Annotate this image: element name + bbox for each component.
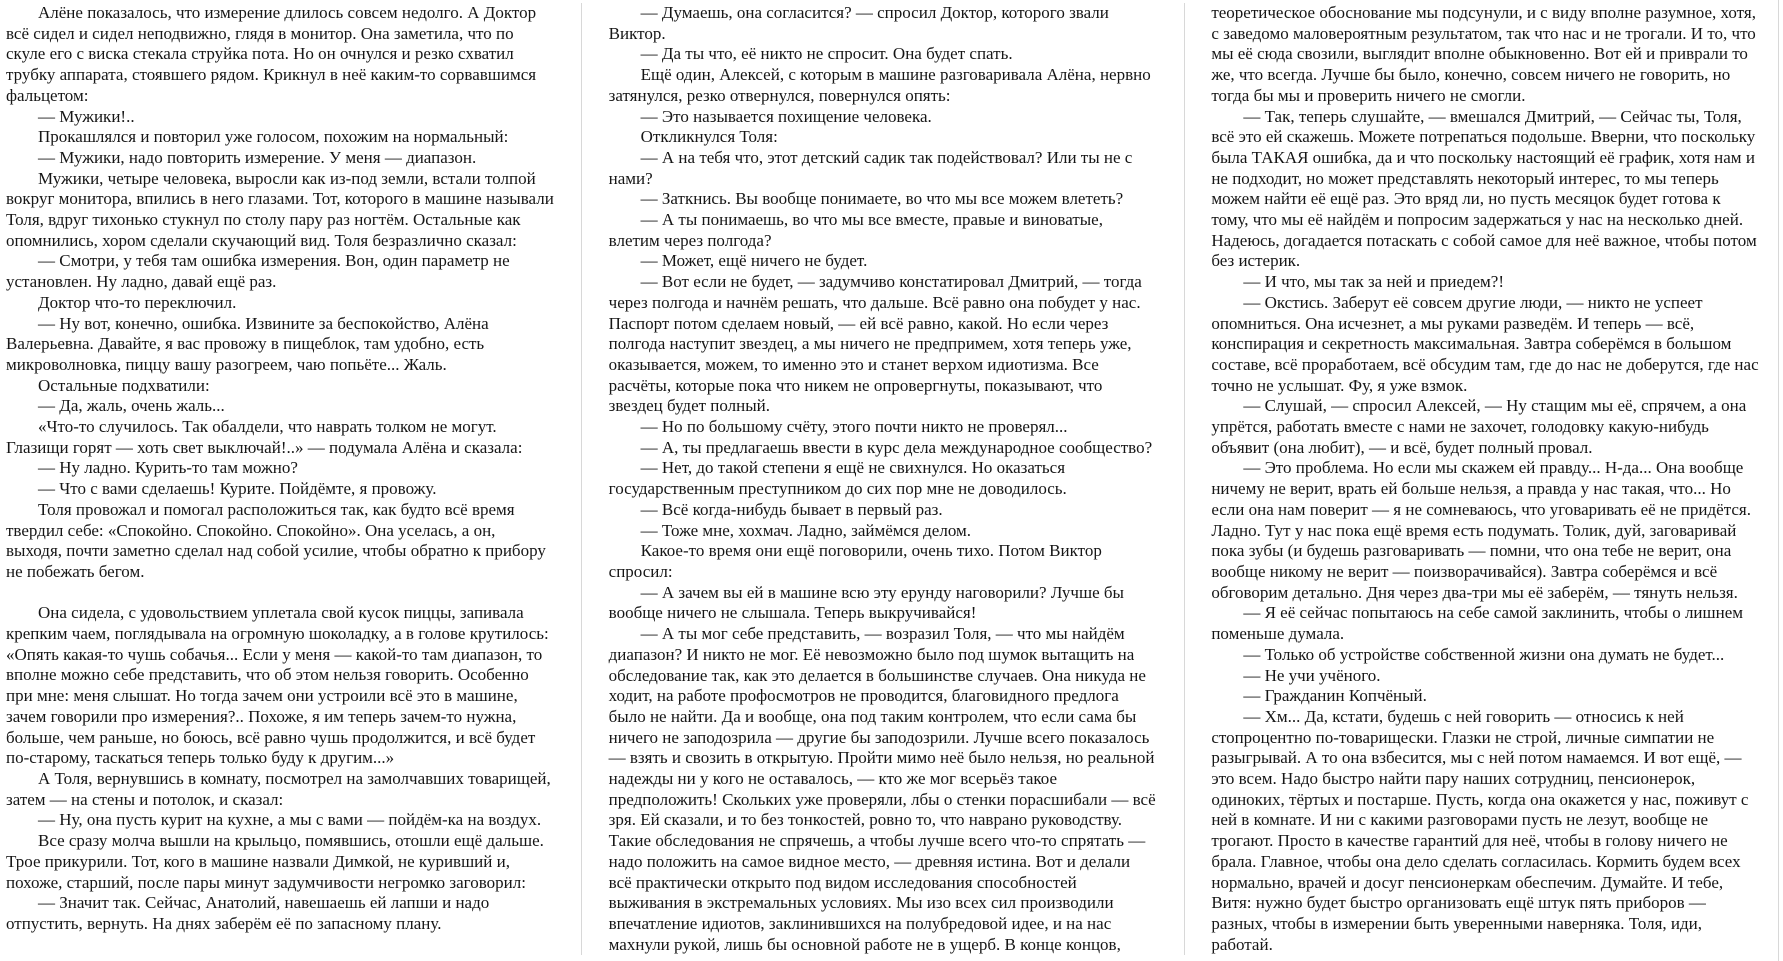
paragraph: — Что с вами сделаешь! Курите. Пойдёмте, я провожу. — [38, 479, 437, 499]
paragraph: Она сидела, с удовольствием уплетала свой кусок пиццы, запивала крепким чаем, поглядывала на огромную шоколадку, а в голове крутилось: «Опять какая-то чушь собачья... Если у меня — какой-то там диапазон, то вполне можно себе представить, что об этом нельзя говорить. Особенно при мне: меня слышат. Но тогда зачем они устроили всё это в машине, зачем говорили про измерения?.. Похоже, я им теперь зачем-то нужна, больше, чем раньше, но боюсь, всё равно чушь продолжится, и всё будет по-старому, таскаться теперь только буду к другим...» — [6, 603, 549, 768]
paragraph: — Не учи учёного. — [1243, 665, 1381, 685]
paragraph: — Всё когда-нибудь бывает в первый раз. — [640, 499, 943, 519]
paragraph: — Вот если не будет, — задумчиво констатировал Дмитрий, — тогда через полгода и начнём решать, что дальше. Всё равно она побудет у нас. Паспорт потом сделаем новый, — ей всё равно, какой. Но если через полгода наступит звездец, а мы ничего не предпримем, хотя теперь уже, оказывается, можем, то именно это и станет верхом идиотизма. Все расчёты, которые пока что никем не опровергнуты, показывают, что звездец будет полный. — [608, 272, 1142, 416]
paragraph: — Мужики, надо повторить измерение. У меня — диапазон. — [38, 147, 477, 167]
paragraph: — А ты мог себе представить, — возразил Толя, — что мы найдём диапазон? И никто не мог. Её невозможно было под шумок вытащить на обследование так, как это делается в большинстве случаев. Она никуда не ходит, на работе профосмотров не проводится, благовидного предлога было не найти. Да и вообще, она под таким контролем, что если сама бы ничего не заподозрила — другие бы заподозрили. Лучше всего показалось — взять и свозить в открытую. Пройти мимо неё было нельзя, но реальной надежды ни у кого не оставалось, — кто же мог всерьёз такое предположить! Скольких уже проверяли, лбы о стенки порасшибали — всё зря. Ей сказали, и то без тонкостей, ровно то, что наврано руководству. Такие обследования не спрячешь, а чтобы лучше всего что-то спрятать — надо положить на самое видное место, — древняя истина. Вот и делали всё практически открыто под видом исследования способностей выживания в экстремальных условиях. Мы изо всех сил производили впечатление идиотов, заклинившихся на полубредовой идее, и на нас махнули рукой, лишь бы основной работе не в ущерб. В конце концов, теоретическое обоснование мы подсунули, и с виду вполне разумное, хотя, с заведомо маловероятным результатом, так что нас и не трогали. И то, что мы её сюда свозили, выглядит вполне обыкновенно. Вот ей и приврали то же, что всегда. Лучше бы было, конечно, совсем ничего не говорить, но тогда бы мы и проверить ничего не смогли. — [608, 3, 1756, 954]
paragraph: — Тоже мне, хохмач. Ладно, займёмся делом. — [640, 520, 972, 540]
paragraph: А Толя, вернувшись в комнату, посмотрел на замолчавших товарищей, затем — на стены и потолок, и сказал: — [6, 769, 551, 809]
paragraph: — Это называется похищение человека. — [640, 106, 932, 126]
paragraph: — Смотри, у тебя там ошибка измерения. Вон, один параметр не установлен. Ну ладно, давай ещё раз. — [6, 251, 510, 292]
paragraph: — Хм... Да, кстати, будешь с ней говорить — относись к ней стопроцентно по-товарищески. Глазки не строй, личные симпатии не разыгрывай. А то она взбесится, мы с ней потом намаемся. И вот ещё, — это всем. Надо быстро найти пару наших сотрудниц, пенсионерок, одиноких, тёртых и постарше. Пусть, когда она окажется у нас, поживут с ней в комнате. И ни с какими разговорами пусть не лезут, вообще не трогают. Просто в качестве гарантий для неё, чтобы в голову ничего не брала. Главное, чтобы она дело сделать согласилась. Кормить будем всех нормально, врачей и досуг пенсионеркам обеспечим. Думайте. И тебе, Витя: нужно будет быстро организовать ещё штук пять приборов — разных, чтобы в измерении быть уверенными наверняка. Толя, иди, работай. — [1211, 706, 1749, 954]
paragraph: Толя провожал и помогал расположиться так, как будто всё время твердил себе: «Спокойно. Спокойно. Спокойно». Она уселась, а он, выходя, почти заметно сделал над собой усилие, чтобы обратно к прибору не побежать бегом. — [6, 499, 546, 581]
paragraph: — Так, теперь слушайте, — вмешался Дмитрий, — Сейчас ты, Толя, всё это ей скажешь. Можете потрепаться подольше. Вверни, что поскольку была ТАКАЯ ошибка, да и что поскольку настоящий её график, хотя нам и не подходит, но может представлять некоторый интерес, то мы теперь можем найти её ещё раз. Это вряд ли, но пусть месяцок будет готова к тому, что мы её найдём и попросим задержаться у нас на несколько дней. Надеюсь, догадается потаскать с собой самое для неё важное, чтобы потом без истерик. — [1211, 106, 1757, 271]
paragraph: — Слушай, — спросил Алексей, — Ну стащим мы её, спрячем, а она упрётся, работать вместе с нами не захочет, голодовку какую-нибудь объявит (она любит), — и всё, будет полный провал. — [1211, 396, 1747, 457]
paragraph: — Да, жаль, очень жаль... — [38, 396, 225, 416]
paragraph: — Это проблема. Но если мы скажем ей правду... Н-да... Она вообще ничему не верит, врать ей больше нельзя, а правда у нас такая, что... Но если она нам поверит — я не сомневаюсь, что уговаривать её не придётся. Ладно. Тут у нас пока ещё время есть подумать. Толик, дуй, заговаривай пока зубы (и будешь разговаривать — помни, что она тебе не верит, она вообще никому не верит — поизворачивайся). Завтра соберёмся и всё обговорим детально. Дня через два-три мы её заберём, — тянуть нельзя. — [1211, 458, 1751, 602]
paragraph: — Я её сейчас попытаюсь на себе самой заклинить, чтобы о лишнем поменьше думала. — [1211, 603, 1744, 644]
paragraph: — Окстись. Заберут её совсем другие люди, — никто не успеет опомниться. Она исчезнет, а мы руками разведём. И теперь — всё, конспирация и секретность максимальная. Завтра соберёмся в большом составе, всё проработаем, всё обсудим там, где до нас не доберутся, где нас точно не услышат. Фу, я уже взмок. — [1211, 292, 1759, 395]
paragraph: — Нет, до такой степени я ещё не свихнулся. Но оказаться государственным преступником до сих пор мне не доводилось. — [608, 458, 1067, 499]
paragraph: — Только об устройстве собственной жизни она думать не будет... — [1243, 644, 1725, 664]
paragraph: Все сразу молча вышли на крыльцо, помявшись, отошли ещё дальше. Трое прикурили. Тот, кого в машине назвали Димкой, не куривший и, похоже, старший, после пары минут задумчивости негромко заговорил: — [6, 831, 544, 892]
paragraph: — Ну вот, конечно, ошибка. Извините за беспокойство, Алёна Валерьевна. Давайте, я вас провожу в пищеблок, там удобно, есть микроволновка, пиццу вашу разогреем, чаю попьёте... Жаль. — [6, 313, 489, 374]
paragraph: «Что-то случилось. Так обалдели, что наврать толком не могут. Глазищи горят — хоть свет выключай!..» — подумала Алёна и сказала: — [6, 417, 523, 457]
paragraph: — Гражданин Копчёный. — [1243, 686, 1427, 706]
paragraph: Откликнулся Толя: — [640, 127, 778, 147]
paragraph: — Да ты что, её никто не спросит. Она будет спать. — [640, 44, 1013, 64]
paragraph: Прокашлялся и повторил уже голосом, похожим на нормальный: — [38, 127, 509, 147]
page-right-edge-line — [1778, 0, 1779, 961]
paragraph: — А ты понимаешь, во что мы все вместе, правые и виноватые, влетим через полгода? — [608, 210, 1103, 250]
paragraph: Мужики, четыре человека, выросли как из-под земли, встали толпой вокруг монитора, впились в него глазами. Тот, которого в машине называли Толя, вдруг тихонько стукнул по столу пару раз ногтём. Остальные как опомнились, хором сделали скучающий вид. Толя безразлично сказал: — [6, 168, 554, 250]
paragraph: — Значит так. Сейчас, Анатолий, навешаешь ей лапши и надо отпустить, вернуть. На днях заберём её по запасному плану. — [6, 893, 490, 933]
paragraph: Алёне показалось, что измерение длилось совсем недолго. А Доктор всё сидел и сидел неподвижно, глядя в монитор. Она заметила, что по скуле его с виска стекала струйка пота. Но он очнулся и резко схватил трубку аппарата, стоявшего рядом. Крикнул в неё каким-то сорвавшимся фальцетом: — [6, 3, 537, 105]
paragraph: — Ну ладно. Курить-то там можно? — [38, 458, 298, 478]
paragraph: Остальные подхватили: — [38, 375, 210, 395]
paragraph: Какое-то время они ещё поговорили, очень тихо. Потом Виктор спросил: — [608, 541, 1102, 581]
paragraph: — И что, мы так за ней и приедем?! — [1243, 272, 1504, 292]
paragraph: — Мужики!.. — [38, 106, 135, 126]
paragraph: Ещё один, Алексей, с которым в машине разговаривала Алёна, нервно затянулся, резко отвернулся, повернулся опять: — [608, 65, 1151, 105]
paragraph: Доктор что-то переключил. — [38, 292, 237, 312]
paragraph: — А зачем вы ей в машине всю эту ерунду наговорили? Лучше бы вообще ничего не слышала. Теперь выкручивайся! — [608, 582, 1124, 623]
paragraph: — Ну, она пусть курит на кухне, а мы с вами — пойдём-ка на воздух. — [38, 810, 542, 830]
paragraph: — Но по большому счёту, этого почти никто не проверял... — [640, 417, 1068, 437]
paragraph: — Думаешь, она согласится? — спросил Доктор, которого звали Виктор. — [608, 3, 1109, 43]
paragraph: — А, ты предлагаешь ввести в курс дела международное сообщество? — [640, 437, 1153, 457]
paragraph: — А на тебя что, этот детский садик так подействовал? Или ты не с нами? — [608, 147, 1133, 188]
paragraph: — Заткнись. Вы вообще понимаете, во что мы все можем влететь? — [640, 189, 1124, 209]
paragraph: — Может, ещё ничего не будет. — [640, 251, 868, 271]
